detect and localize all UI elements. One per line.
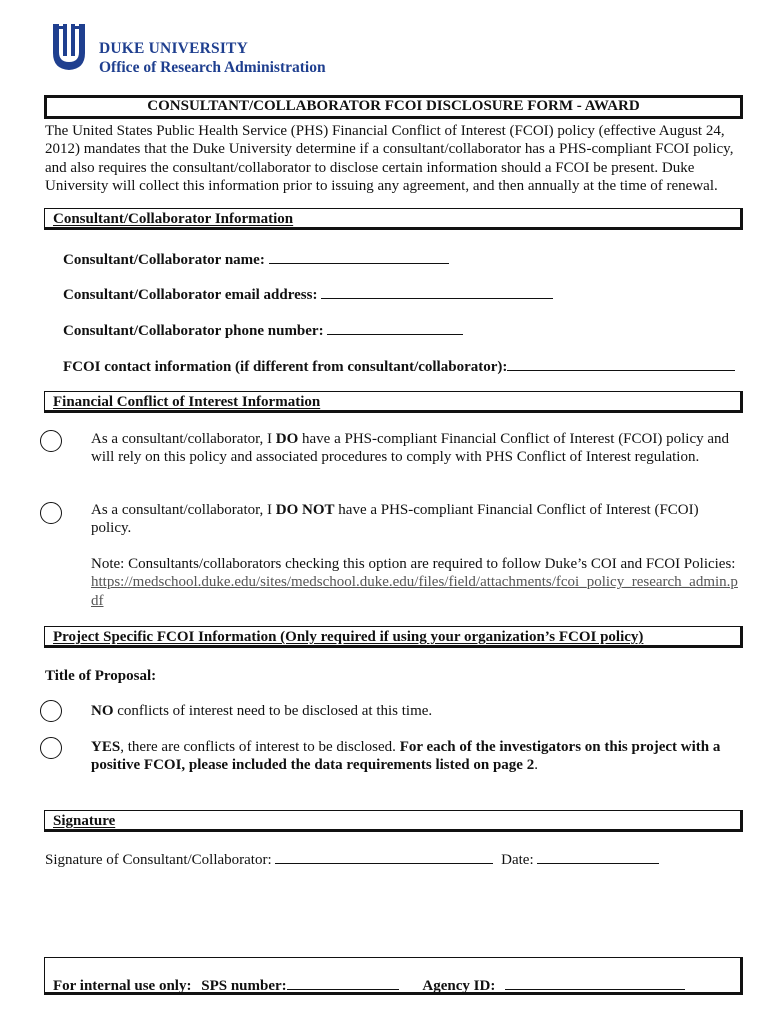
policy-link[interactable]: https://medschool.duke.edu/sites/medschool.duke.edu/files/field/attachments/fcoi_policy_research_admin.p (91, 574, 738, 591)
signature-row (45, 849, 659, 869)
form-title: CONSULTANT/COLLABORATOR FCOI DISCLOSURE FORM - AWARD (147, 98, 640, 114)
signature-label: Signature of Consultant/Collaborator: (45, 852, 272, 868)
university-name: DUKE UNIVERSITY (99, 40, 248, 57)
note-text: Note: Consultants/collaborators checking this option are required to follow Duke’s COI and FCOI Policies: (91, 556, 736, 572)
agency-id-label: Agency ID: (422, 978, 496, 994)
do-not-have-policy-radio[interactable] (40, 502, 62, 524)
signature-section-box (44, 810, 743, 832)
consultant-email-input[interactable] (321, 284, 553, 299)
do-have-policy-option (91, 430, 741, 467)
intro-line: and also requires the consultant/collaborator to disclose certain information should a FCOI be present. Duke (45, 159, 695, 176)
fcoi-contact-field (63, 356, 735, 376)
option-text: As a consultant/collaborator, I (91, 502, 276, 518)
fcoi-section-heading: Financial Conflict of Interest Information (53, 394, 321, 410)
intro-line: University will collect this information prior to issuing any agreement, and then annually at the time of renewal. (45, 178, 718, 195)
no-conflicts-option (91, 702, 741, 720)
internal-use-row (53, 975, 685, 995)
option-text: conflicts of interest need to be disclosed at this time. (113, 703, 433, 719)
option-text: policy. (91, 520, 132, 537)
project-section-heading: Project Specific FCOI Information (Only required if using your organization’s FCOI policy) (53, 629, 644, 645)
policy-note (91, 555, 741, 610)
signature-section-heading: Signature (53, 813, 116, 829)
proposal-title-label: Title of Proposal: (45, 668, 157, 684)
option-text: have a PHS-compliant Financial Conflict of Interest (FCOI) policy and (298, 431, 730, 447)
option-text: will rely on this policy and associated procedures to comply with PHS Conflict of Interest regulation. (91, 449, 700, 466)
consultant-email-label: Consultant/Collaborator email address: (63, 287, 318, 303)
duke-shield-logo-icon (48, 22, 90, 74)
consultant-phone-label: Consultant/Collaborator phone number: (63, 323, 324, 339)
no-conflicts-radio[interactable] (40, 700, 62, 722)
consultant-name-field (63, 249, 449, 269)
do-have-policy-radio[interactable] (40, 430, 62, 452)
option-emphasis: NO (91, 703, 114, 719)
option-emphasis: YES (91, 739, 121, 755)
option-bold-text: positive FCOI, please included the data requirements listed on page 2 (91, 757, 535, 774)
option-emphasis: DO NOT (275, 502, 335, 518)
sps-number-label: SPS number: (201, 978, 287, 994)
option-text: , there are conflicts of interest to be disclosed. (120, 739, 400, 755)
consultant-email-field (63, 284, 553, 304)
option-text: As a consultant/collaborator, I (91, 431, 276, 447)
option-bold-text: For each of the investigators on this project with a (399, 739, 721, 755)
option-emphasis: DO (275, 431, 299, 447)
sps-number-input[interactable] (287, 975, 399, 990)
yes-conflicts-option (91, 738, 741, 775)
do-not-have-policy-option (91, 501, 741, 538)
intro-line: The United States Public Health Service (PHS) Financial Conflict of Interest (FCOI) policy (effective August 24, (45, 123, 725, 139)
option-text: . (534, 757, 538, 774)
consultant-section-heading: Consultant/Collaborator Information (53, 211, 294, 227)
fcoi-contact-input[interactable] (507, 356, 735, 371)
signature-input[interactable] (275, 849, 493, 864)
consultant-phone-field (63, 320, 463, 340)
policy-link-continued[interactable]: df (91, 592, 104, 609)
consultant-name-input[interactable] (269, 249, 449, 264)
date-label: Date: (501, 852, 534, 868)
date-input[interactable] (537, 849, 659, 864)
option-text: have a PHS-compliant Financial Conflict of Interest (FCOI) (334, 502, 699, 518)
intro-line: 2012) mandates that the Duke University determine if a consultant/collaborator has a PHS-compliant FCOI policy, (45, 141, 734, 158)
yes-conflicts-radio[interactable] (40, 737, 62, 759)
intro-paragraph (45, 122, 745, 196)
office-name: Office of Research Administration (99, 59, 326, 76)
agency-id-input[interactable] (505, 975, 685, 990)
fcoi-contact-label: FCOI contact information (if different from consultant/collaborator): (63, 359, 508, 375)
internal-use-label: For internal use only: (53, 978, 192, 994)
consultant-phone-input[interactable] (327, 320, 463, 335)
consultant-name-label: Consultant/Collaborator name: (63, 252, 265, 268)
